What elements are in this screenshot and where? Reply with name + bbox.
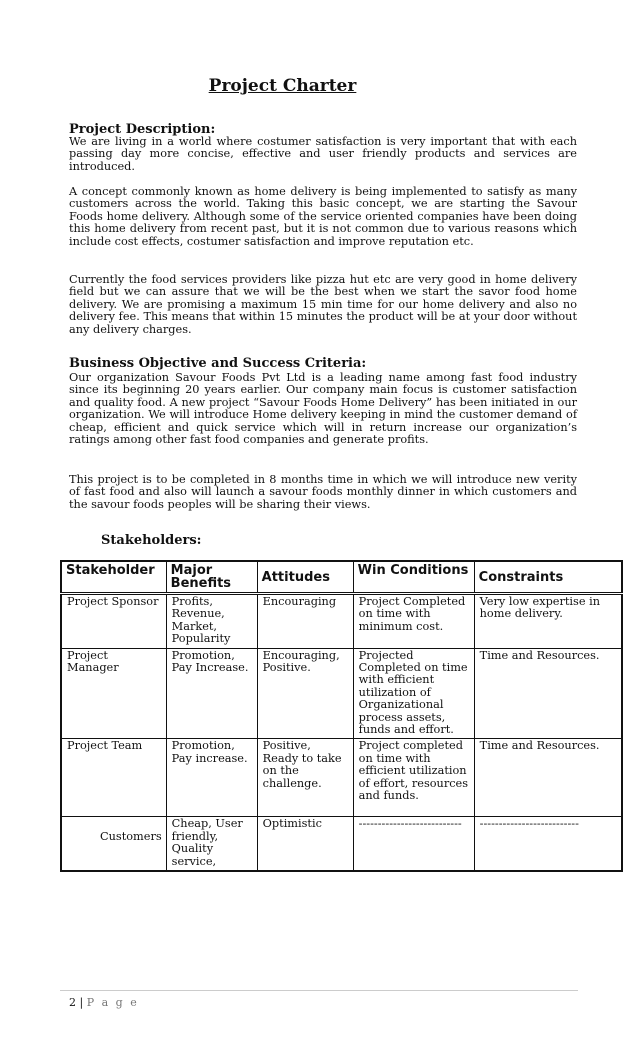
objective-paragraph-1: Our organization Savour Foods Pvt Ltd is a leading name among fast food industry since its beginning 20 years earlier. Our company main focus is customer satisfaction and quality food. A new project “Savour Foods Home Delivery” has been initiated in our organization. We will introduce Home delivery keeping in mind the customer demand of cheap, efficient and quick service which will in return increase our organization’s ratings among other fast food companies and generate profits.: [69, 371, 577, 447]
business-objective-heading: Business Objective and Success Criteria:: [69, 356, 367, 371]
page-footer: [69, 996, 139, 1009]
table-row: [61, 594, 622, 649]
page-label: P a g e: [86, 996, 139, 1009]
description-paragraph-3: Currently the food services providers like pizza hut etc are very good in home delivery field but we can assure that we will be the best when we start the savor food home delivery. We are promising a maximum 15 min time for our home delivery and also no delivery fee. This means that within 15 minutes the product will be at your door without any delivery charges.: [69, 273, 577, 336]
description-paragraph-1: We are living in a world where costumer satisfaction is very important that with each passing day more concise, effective and user friendly products and services are introduced.: [69, 135, 577, 173]
column-header: Win Conditions: [353, 561, 474, 594]
table-cell: Encouraging: [257, 594, 353, 649]
table-cell: --------------------------: [474, 817, 622, 871]
table-row: [61, 739, 622, 817]
column-header: Major Benefits: [166, 561, 257, 594]
footer-separator: |: [79, 996, 84, 1009]
table-cell: Promotion, Pay Increase.: [166, 648, 257, 739]
table-row: [61, 648, 622, 739]
footer-divider: [60, 990, 578, 991]
table-cell: Project Team: [61, 739, 166, 817]
table-cell: ---------------------------: [353, 817, 474, 871]
table-cell: Profits, Revenue, Market, Popularity: [166, 594, 257, 649]
column-header: Attitudes: [257, 561, 353, 594]
table-row: [61, 817, 622, 871]
table-cell: Optimistic: [257, 817, 353, 871]
page-title: Project Charter: [208, 76, 357, 96]
column-header: Stakeholder: [61, 561, 166, 594]
project-description-heading: Project Description:: [69, 122, 216, 137]
stakeholders-heading: Stakeholders:: [101, 533, 202, 548]
table-cell: Time and Resources.: [474, 648, 622, 739]
table-cell: Project Sponsor: [61, 594, 166, 649]
table-cell: Cheap, User friendly, Quality service,: [166, 817, 257, 871]
table-cell: Project completed on time with efficient utilization of effort, resources and funds.: [353, 739, 474, 817]
table-cell: Positive, Ready to take on the challenge.: [257, 739, 353, 817]
page-number: 2: [69, 996, 76, 1009]
table-cell: Encouraging, Positive.: [257, 648, 353, 739]
table-cell: Customers: [61, 817, 166, 871]
objective-paragraph-2: This project is to be completed in 8 months time in which we will introduce new verity of fast food and also will launch a savour foods monthly dinner in which customers and the savour foods peoples will be sharing their views.: [69, 473, 577, 511]
table-cell: Very low expertise in home delivery.: [474, 594, 622, 649]
table-cell: Project Completed on time with minimum cost.: [353, 594, 474, 649]
column-header: Constraints: [474, 561, 622, 594]
table-cell: Projected Completed on time with efficient utilization of Organizational process assets, funds and effort.: [353, 648, 474, 739]
table-cell: Project Manager: [61, 648, 166, 739]
description-paragraph-2: A concept commonly known as home delivery is being implemented to satisfy as many customers across the world. Taking this basic concept, we are starting the Savour Foods home delivery. Although some of the service oriented companies have been doing this home delivery from recent past, but it is not common due to various reasons which include cost effects, costumer satisfaction and improve reputation etc.: [69, 185, 577, 248]
table-cell: Promotion, Pay increase.: [166, 739, 257, 817]
stakeholders-table: [60, 560, 623, 872]
table-cell: Time and Resources.: [474, 739, 622, 817]
table-header-row: [61, 561, 622, 594]
